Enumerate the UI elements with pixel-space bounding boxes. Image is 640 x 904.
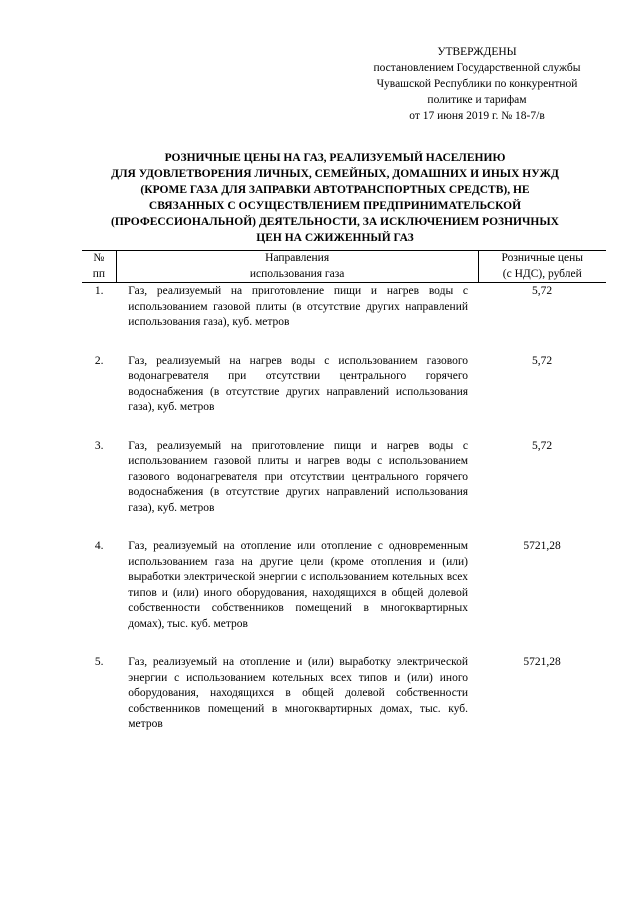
approval-block	[352, 44, 602, 124]
table-header-row	[82, 251, 606, 283]
row-price: 5,72	[531, 439, 553, 452]
row-price: 5721,28	[523, 656, 561, 668]
row-price: 5,72	[531, 285, 553, 297]
title-line: РОЗНИЧНЫЕ ЦЕНЫ НА ГАЗ, РЕАЛИЗУЕМЫЙ НАСЕЛЕНИЮ	[164, 152, 506, 164]
approval-line: Чувашской Республики по конкурентной	[376, 78, 578, 90]
row-number: 4.	[94, 540, 104, 552]
table-row	[82, 654, 606, 755]
row-direction: Газ, реализуемый на приготовление пищи и нагрев воды с использованием газовой плиты и нагрев воды с использованием газового водонагревателя при отсутствии центрального горячего водоснабжения (в отсутствие других направлений использования газа), куб. метров	[128, 439, 469, 514]
table-row	[82, 538, 606, 654]
approval-date: от 17 июня 2019 г. № 18-7/в	[409, 110, 545, 122]
row-number: 3.	[94, 439, 104, 452]
row-number: 5.	[94, 656, 104, 668]
table-row	[82, 283, 606, 353]
title-line: СВЯЗАННЫХ С ОСУЩЕСТВЛЕНИЕМ ПРЕДПРИНИМАТЕЛЬСКОЙ	[148, 200, 522, 212]
title-line: ДЛЯ УДОВЛЕТВОРЕНИЯ ЛИЧНЫХ, СЕМЕЙНЫХ, ДОМАШНИХ И ИНЫХ НУЖД	[111, 168, 559, 180]
header-direction: Направления использования газа	[116, 251, 478, 283]
document-title	[60, 150, 610, 246]
table-row	[82, 438, 606, 539]
row-number: 1.	[94, 285, 104, 297]
row-direction: Газ, реализуемый на отопление и (или) выработку электрической энергии с использованием котельных всех типов и (или) иного оборудования, находящихся в общей долевой собственности собственников помещений в многоквартирных домах, тыс. куб. метров	[128, 656, 469, 730]
title-line: ЦЕН НА СЖИЖЕННЫЙ ГАЗ	[256, 232, 414, 244]
approval-line: постановлением Государственной службы	[373, 62, 581, 74]
row-direction: Газ, реализуемый на приготовление пищи и нагрев воды с использованием газовой плиты (в отсутствие других направлений использования газа), куб. метров	[128, 285, 469, 328]
approval-heading: УТВЕРЖДЕНЫ	[437, 46, 517, 58]
approval-line: политике и тарифам	[427, 94, 527, 106]
row-price: 5,72	[531, 354, 553, 367]
title-line: (КРОМЕ ГАЗА ДЛЯ ЗАПРАВКИ АВТОТРАНСПОРТНЫХ СРЕДСТВ), НЕ	[140, 184, 530, 196]
price-table	[82, 250, 606, 755]
row-number: 2.	[94, 354, 104, 367]
row-direction: Газ, реализуемый на нагрев воды с использованием газового водонагревателя при отсутствии центрального горячего водоснабжения (в отсутствие других направлений использования газа), куб. метров	[128, 354, 469, 413]
row-price: 5721,28	[523, 540, 561, 552]
header-price: Розничные цены (с НДС), рублей	[478, 251, 606, 283]
header-number: № пп	[82, 251, 116, 283]
table-row	[82, 353, 606, 438]
row-direction: Газ, реализуемый на отопление или отопление с одновременным использованием газа на другие цели (кроме отопления и (или) выработки электрической энергии с использованием котельных всех типов и (или) иного оборудования, находящихся в общей долевой собственности собственников помещений в многоквартирных домах), тыс. куб. метров	[128, 540, 469, 630]
title-line: (ПРОФЕССИОНАЛЬНОЙ) ДЕЯТЕЛЬНОСТИ, ЗА ИСКЛЮЧЕНИЕМ РОЗНИЧНЫХ	[111, 216, 559, 228]
